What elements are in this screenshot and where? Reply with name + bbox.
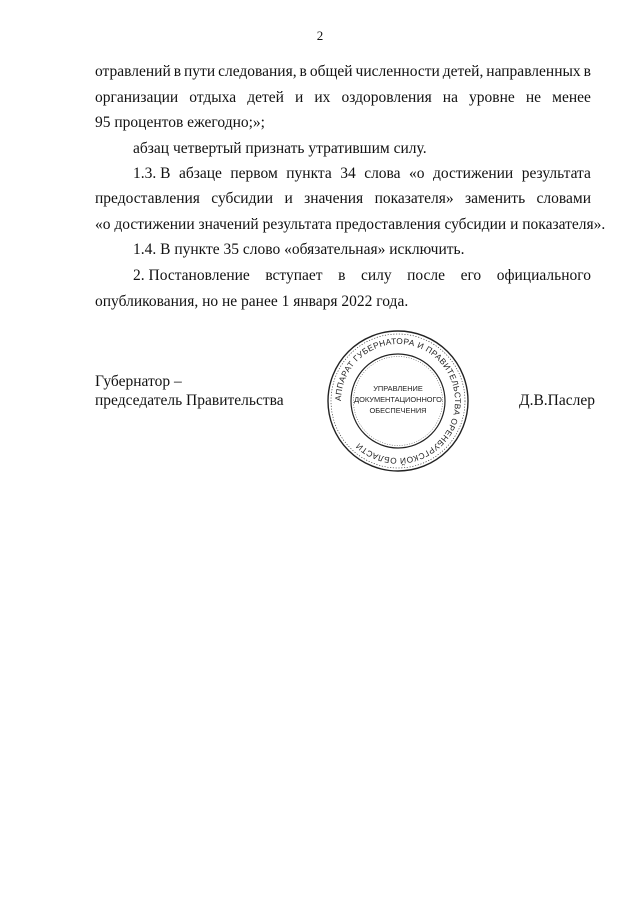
paragraph-3-line-2: предоставления субсидии и значения показателя» заменить словами [95, 190, 591, 207]
signatory-name: Д.В.Паслер [519, 392, 595, 409]
stamp-inner-line-1: УПРАВЛЕНИЕ [373, 384, 423, 393]
paragraph-2: абзац четвертый признать утратившим силу. [133, 140, 427, 157]
signatory-position-line-1: Губернатор – [95, 373, 182, 390]
official-stamp [325, 328, 471, 474]
stamp-inner-line-3: ОБЕСПЕЧЕНИЯ [369, 406, 427, 415]
paragraph-4: 1.4. В пункте 35 слово «обязательная» исключить. [133, 241, 465, 258]
paragraph-3-line-3: «о достижении значений результата предоставления субсидии и показателя». [95, 216, 606, 233]
page-number: 2 [316, 28, 324, 43]
stamp-inner-line-2: ДОКУМЕНТАЦИОННОГО [354, 395, 442, 404]
paragraph-1-line-1: отравлений в пути следования, в общей численности детей, направленных в [95, 63, 591, 80]
paragraph-3-line-1: 1.3. В абзаце первом пункта 34 слова «о достижении результата [133, 165, 591, 182]
paragraph-5-line-1: 2. Постановление вступает в силу после его официального [133, 267, 591, 284]
paragraph-1-line-2: организации отдыха детей и их оздоровления на уровне не менее [95, 89, 591, 106]
stamp-outer-text: АППАРАТ ГУБЕРНАТОРА И ПРАВИТЕЛЬСТВА ОРЕНБУРГСКОЙ ОБЛАСТИ [332, 335, 464, 467]
paragraph-5-line-2: опубликования, но не ранее 1 января 2022 года. [95, 293, 409, 310]
paragraph-1-line-3: 95 процентов ежегодно;»; [95, 114, 265, 131]
signatory-position-line-2: председатель Правительства [95, 392, 284, 409]
